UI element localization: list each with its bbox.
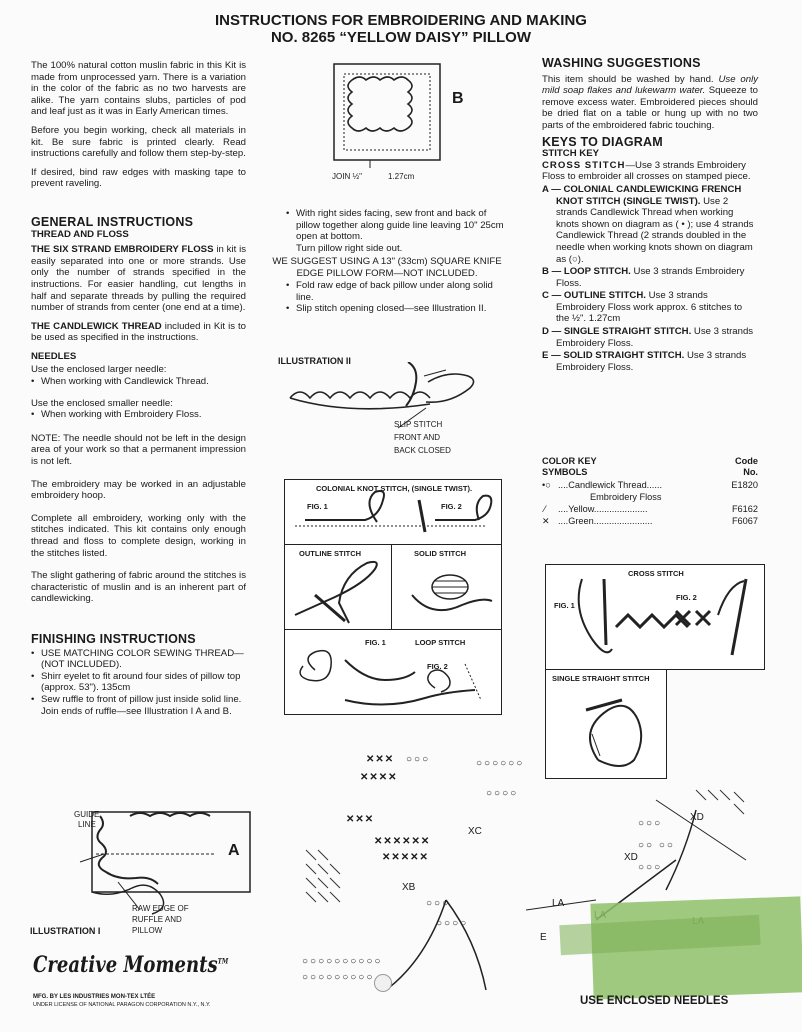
pattern-label-xb: XB	[402, 882, 416, 893]
key-d-text: Use 3 strands Embroidery Floss.	[556, 326, 754, 349]
color-row-green	[542, 516, 758, 528]
raw-edge-label-1: RAW EDGE OF	[132, 904, 189, 913]
solid-stitch-panel	[391, 544, 502, 630]
step-sew-front-back: • With right sides facing, sew front and back of pillow together along guide line leaving 10" 25cm open at bottom.	[286, 208, 506, 243]
gathering-paragraph: The slight gathering of fabric around the stitches is characteristic of muslin and is an inherent part of candlewicking.	[31, 570, 246, 605]
knot-cluster-3: ○○○○	[486, 788, 519, 799]
floss-lead: THE SIX STRAND EMBROIDERY FLOSS	[31, 244, 214, 256]
key-a-lead: A — COLONIAL CANDLEWICKING FRENCH KNOT STITCH (SINGLE TWIST).	[542, 183, 742, 207]
pattern-label-e: E	[540, 932, 547, 943]
knot-cluster-6: ○○○	[638, 862, 663, 873]
color-key-head-2: SYMBOLS	[542, 467, 588, 477]
solid-stitch-title: SOLID STITCH	[414, 549, 467, 558]
candle-text: included in Kit is to be used as specified in the instructions.	[31, 320, 246, 344]
knot-cluster-7: ○○○	[426, 898, 451, 909]
join-label: JOIN ½"	[332, 172, 362, 181]
key-e-lead: E — SOLID STRAIGHT STITCH.	[542, 350, 685, 362]
cross-cluster-4: ✕✕✕✕✕✕	[374, 836, 431, 847]
green-symbol: ✕	[542, 516, 550, 526]
brand-logo	[33, 952, 228, 978]
candlewick-symbol: •○	[542, 480, 551, 490]
binder-hole	[374, 974, 392, 992]
needles-small: Use the enclosed smaller needle:	[31, 397, 173, 409]
cross-fig2: FIG. 2	[676, 593, 697, 602]
colonial-knot-panel	[284, 479, 502, 545]
back-closed-label: BACK CLOSED	[394, 446, 451, 455]
pattern-label-la-1: LA	[552, 898, 565, 909]
key-b-text: Use 3 strands Embroidery Floss.	[556, 266, 745, 289]
slip-stitch-label: SLIP STITCH	[394, 420, 443, 429]
key-cross	[542, 160, 758, 183]
colonial-fig2: FIG. 2	[441, 502, 462, 511]
needles-small-item: • When working with Embroidery Floss.	[31, 409, 246, 421]
outline-stitch-title: OUTLINE STITCH	[299, 549, 362, 558]
key-b-lead: B — LOOP STITCH.	[542, 266, 631, 278]
slip-stitch-drawing	[278, 362, 508, 432]
knot-cluster-10: ○○○○○○○○○	[302, 972, 375, 983]
finishing-item-2: • Shirr eyelet to fit around four sides of pillow top (approx. 53"). 135cm	[31, 671, 246, 694]
key-b	[542, 266, 758, 289]
green-code: F6067	[731, 516, 758, 526]
illustration-2	[278, 352, 508, 462]
trademark: TM	[217, 956, 229, 966]
cross-fig1: FIG. 1	[554, 601, 575, 610]
needles-large-item: • When working with Candlewick Thread.	[31, 376, 246, 388]
washing-paragraph	[542, 74, 758, 132]
pattern-label-xd-1: XD	[690, 812, 704, 823]
finishing-item-1: • USE MATCHING COLOR SEWING THREAD—(NOT INCLUDED).	[31, 648, 246, 671]
intro-paragraph-3: If desired, bind raw edges with masking tape to prevent raveling.	[31, 166, 246, 190]
mfg-line-2: UNDER LICENSE OF NATIONAL PARAGON CORPORATION N.Y., N.Y.	[33, 1002, 211, 1008]
general-heading: GENERAL INSTRUCTIONS	[31, 214, 194, 229]
color-row-candlewick	[542, 480, 758, 492]
key-c	[542, 290, 758, 325]
cross-stitch-panel	[545, 564, 765, 670]
key-d-lead: D — SINGLE STRAIGHT STITCH.	[542, 326, 692, 338]
illus-a-letter: A	[228, 842, 240, 859]
finishing-item-3: • Sew ruffle to front of pillow just inside solid line. Join ends of ruffle—see Illustration I A and B.	[31, 694, 246, 717]
candlewick-name: ....Candlewick Thread......	[558, 480, 663, 490]
loop-fig1: FIG. 1	[365, 638, 386, 647]
key-e	[542, 350, 758, 373]
color-key-code-head: Code	[735, 456, 758, 466]
illus-2-title: ILLUSTRATION II	[278, 356, 351, 366]
loop-stitch-title: LOOP STITCH	[415, 638, 466, 647]
needles-large: Use the enclosed larger needle:	[31, 364, 167, 376]
pattern-label-xc: XC	[468, 826, 482, 837]
intro-paragraph-1: The 100% natural cotton muslin fabric in this Kit is made from unprocessed yarn. There is a variation in the color of the fabric as no two harvests are alike. The yarn contains slubs, particles of pod and leaf just as it was in Early American times.	[31, 60, 246, 118]
keys-heading: KEYS TO DIAGRAM	[542, 134, 663, 149]
key-a	[542, 184, 758, 265]
knot-cluster-5: ○○ ○○	[638, 840, 675, 851]
colonial-knot-title: COLONIAL KNOT STITCH, (SINGLE TWIST).	[315, 484, 473, 493]
floss-text: in kit is easily separated into one or more strands. Use only the number of strands specified in the instructions. For easier handling, cut lengths in half and separate threads by pulling the required number of strands from center (one end at a time).	[31, 244, 246, 314]
loop-stitch-panel	[284, 629, 502, 715]
brand-name: Creative Moments	[33, 952, 218, 978]
outline-stitch-panel	[284, 544, 392, 630]
cross-cluster-2: ✕✕✕✕	[360, 772, 398, 783]
illustration-b	[330, 60, 490, 190]
raw-edge-label-2: RUFFLE AND	[132, 915, 182, 924]
key-c-lead: C — OUTLINE STITCH.	[542, 290, 646, 302]
loop-fig2: FIG. 2	[427, 662, 448, 671]
color-key-head-1: COLOR KEY	[542, 456, 597, 466]
key-c-text: Use 3 strands Embroidery Floss work approx. 6 stitches to the ½". 1.27cm	[556, 290, 743, 325]
washing-text-c: Squeeze to remove excess water. Embroidered pieces should be dried flat on a table or hung up with no two parts of the embroidered fabric touching.	[542, 85, 758, 131]
yellow-name: ....Yellow.....................	[558, 504, 648, 514]
mfg-line-1: MFG. BY LES INDUSTRIES MON-TEX LTÉE	[33, 994, 156, 1000]
guide-label-1: GUIDE	[74, 810, 100, 819]
candlewick-code: E1820	[731, 480, 758, 490]
hoop-paragraph: The embroidery may be worked in an adjustable embroidery hoop.	[31, 478, 246, 502]
step-slip-stitch: • Slip stitch opening closed—see Illustration II.	[286, 303, 506, 315]
cross-cluster-3: ✕✕✕	[346, 814, 375, 825]
front-back-label: FRONT AND	[394, 433, 441, 442]
knot-cluster-4: ○○○	[638, 818, 663, 829]
key-e-text: Use 3 strands Embroidery Floss.	[556, 350, 747, 373]
key-cross-text: —Use 3 strands Embroidery Floss to embroider all crosses on stamped piece.	[542, 159, 751, 183]
needles-heading: NEEDLES	[31, 350, 77, 362]
colonial-fig1: FIG. 1	[307, 502, 328, 511]
candle-paragraph	[31, 321, 246, 344]
note-paragraph: NOTE: The needle should not be left in the design area of your work so that a permanent impression is not left.	[31, 432, 246, 468]
illus-1-caption: ILLUSTRATION I	[30, 926, 101, 936]
washing-heading: WASHING SUGGESTIONS	[542, 56, 701, 70]
knot-cluster-2: ○○○○○○	[476, 758, 525, 769]
join-cm: 1.27cm	[388, 172, 415, 181]
knot-cluster-8: ○○○○	[436, 918, 469, 929]
key-cross-lead: CROSS STITCH	[542, 159, 626, 171]
right-column	[542, 58, 758, 374]
finishing-heading: FINISHING INSTRUCTIONS	[31, 631, 196, 646]
middle-steps	[286, 208, 506, 254]
cross-cluster-1: ✕✕✕	[366, 754, 395, 765]
complete-paragraph: Complete all embroidery, working only with the stitches indicated. This kit contains only enough thread and floss to complete design, working in the stitches listed.	[31, 512, 246, 559]
washing-text-b: Use only mild soap flakes and lukewarm water.	[542, 73, 758, 97]
color-key-no-head: No.	[743, 467, 758, 477]
middle-steps-2	[286, 280, 506, 321]
use-needles-label: USE ENCLOSED NEEDLES	[580, 995, 729, 1007]
floss-paragraph	[31, 244, 246, 314]
guide-label-2: LINE	[78, 820, 96, 829]
yellow-code: F6162	[731, 504, 758, 514]
key-d	[542, 326, 758, 349]
cross-stitch-drawing	[546, 565, 764, 669]
loop-stitch-drawing	[285, 630, 501, 714]
intro-paragraph-2: Before you begin working, check all materials in kit. Be sure fabric is printed clearly. Read instructions carefully and follow them step-by-step.	[31, 124, 246, 160]
step-turn-pillow: Turn pillow right side out.	[296, 242, 403, 254]
color-row-yellow	[542, 504, 758, 516]
yellow-symbol: ⁄	[544, 504, 546, 514]
green-name: ....Green.......................	[558, 516, 653, 526]
color-row-floss	[542, 492, 758, 504]
raw-edge-label-3: PILLOW	[132, 926, 163, 935]
thread-floss-subheading: THREAD AND FLOSS	[31, 228, 129, 240]
page-title-line1: INSTRUCTIONS FOR EMBROIDERING AND MAKING	[215, 12, 587, 29]
page-title-line2: NO. 8265 “YELLOW DAISY” PILLOW	[270, 29, 532, 46]
stitch-key-subheading: STITCH KEY	[542, 148, 600, 160]
left-column	[31, 60, 246, 723]
illus-b-letter: B	[452, 90, 464, 107]
knot-cluster-9: ○○○○○○○○○○	[302, 956, 383, 967]
washing-text-a: This item should be washed by hand.	[542, 73, 719, 85]
pillow-form-suggestion: WE SUGGEST USING A 13" (33cm) SQUARE KNIFE EDGE PILLOW FORM—NOT INCLUDED.	[272, 256, 502, 279]
knot-cluster-1: ○○○	[406, 754, 431, 765]
pillow-corner-drawing	[330, 60, 450, 170]
step-fold-edge: • Fold raw edge of back pillow under along solid line.	[286, 280, 506, 303]
floss-name: Embroidery Floss	[590, 492, 662, 502]
cross-stitch-title: CROSS STITCH	[628, 569, 684, 578]
candle-lead: THE CANDLEWICK THREAD	[31, 320, 162, 332]
pattern-label-xd-2: XD	[624, 852, 638, 863]
color-key	[542, 456, 758, 528]
cross-cluster-5: ✕✕✕✕✕	[382, 852, 429, 863]
single-straight-title: SINGLE STRAIGHT STITCH	[552, 674, 650, 683]
illustration-1	[30, 802, 260, 942]
key-a-text: Use 2 strands Candlewick Thread when working knots shown on diagram as ( • ); use 4 strands Candlewick Thread (2 strands doubled in the needle when working knots shown on diagram as (○).	[556, 195, 754, 265]
